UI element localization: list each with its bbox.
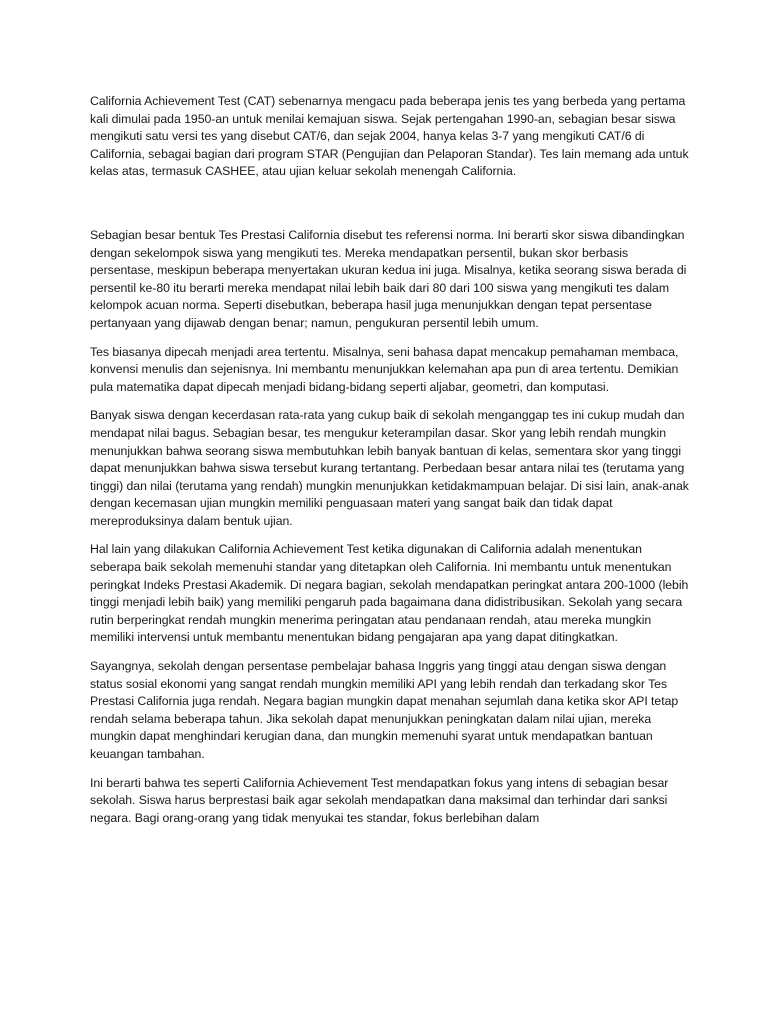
document-body: [90, 93, 690, 838]
paragraph-6: Sayangnya, sekolah dengan persentase pembelajar bahasa Inggris yang tinggi atau dengan siswa dengan status sosial ekonomi yang sangat rendah mungkin memiliki API yang lebih rendah dan terkadang skor Tes Prestasi California juga rendah. Negara bagian mungkin dapat menahan sejumlah dana ketika skor API tetap rendah selama beberapa tahun. Jika sekolah dapat menunjukkan peningkatan dalam nilai ujian, mereka mungkin dapat menghindari kerugian dana, dan mungkin memenuhi syarat untuk mendapatkan bantuan keuangan tambahan.: [90, 659, 679, 761]
paragraph-5: Hal lain yang dilakukan California Achievement Test ketika digunakan di California adalah menentukan seberapa baik sekolah memenuhi standar yang ditetapkan oleh California. Ini membantu untuk menentukan peringkat Indeks Prestasi Akademik. Di negara bagian, sekolah mendapatkan peringkat antara 200-1000 (lebih tinggi menjadi lebih baik) yang memiliki pengaruh pada bagaimana dana didistribusikan. Sekolah yang secara rutin berperingkat rendah mungkin menerima peringatan atau pendanaan rendah, atau mereka mungkin memiliki intervensi untuk membantu menentukan bidang pengajaran apa yang dapat ditingkatkan.: [90, 542, 689, 645]
paragraph-2: Sebagian besar bentuk Tes Prestasi California disebut tes referensi norma. Ini berarti skor siswa dibandingkan dengan sekelompok siswa yang mengikuti tes. Mereka mendapatkan persentil, bukan skor berbasis persentase, meskipun beberapa menyertakan ukuran kedua ini juga. Misalnya, ketika seorang siswa berada di persentil ke-80 itu berarti mereka mendapat nilai lebih baik dari 80 dari 100 siswa yang mengikuti tes dalam kelompok acuan norma. Seperti disebutkan, beberapa hasil juga menunjukkan dengan tepat persentase pertanyaan yang dijawab dengan benar; namun, pengukuran persentil lebih umum.: [90, 227, 687, 330]
paragraph-7: Ini berarti bahwa tes seperti California Achievement Test mendapatkan fokus yang intens di sebagian besar sekolah. Siswa harus berprestasi baik agar sekolah mendapatkan dana maksimal dan terhindar dari sanksi negara. Bagi orang-orang yang tidak menyukai tes standar, fokus berlebihan dalam: [90, 775, 669, 825]
paragraph-4: Banyak siswa dengan kecerdasan rata-rata yang cukup baik di sekolah menganggap tes ini cukup mudah dan mendapat nilai bagus. Sebagian besar, tes mengukur keterampilan dasar. Skor yang lebih rendah mungkin menunjukkan bahwa seorang siswa membutuhkan lebih banyak bantuan di kelas, sementara skor yang tinggi dapat menunjukkan bahwa siswa tersebut kurang tertantang. Perbedaan besar antara nilai tes (terutama yang tinggi) dan nilai (terutama yang rendah) mungkin menunjukkan ketidakmampuan belajar. Di sisi lain, anak-anak dengan kecemasan ujian mungkin memiliki penguasaan materi yang sangat baik dan tidak dapat mereproduksinya dalam bentuk ujian.: [90, 408, 689, 528]
paragraph-3: Tes biasanya dipecah menjadi area tertentu. Misalnya, seni bahasa dapat mencakup pemahaman membaca, konvensi menulis dan sejenisnya. Ini membantu menunjukkan kelemahan apa pun di area tertentu. Demikian pula matematika dapat dipecah menjadi bidang-bidang seperti aljabar, geometri, dan komputasi.: [90, 344, 679, 394]
paragraph-1: California Achievement Test (CAT) sebenarnya mengacu pada beberapa jenis tes yang berbeda yang pertama kali dimulai pada 1950-an untuk menilai kemajuan siswa. Sejak pertengahan 1990-an, sebagian besar siswa mengikuti satu versi tes yang disebut CAT/6, dan sejak 2004, hanya kelas 3-7 yang mengikuti CAT/6 di California, sebagai bagian dari program STAR (Pengujian dan Pelaporan Standar). Tes lain memang ada untuk kelas atas, termasuk CASHEE, atau ujian keluar sekolah menengah California.: [90, 94, 689, 179]
